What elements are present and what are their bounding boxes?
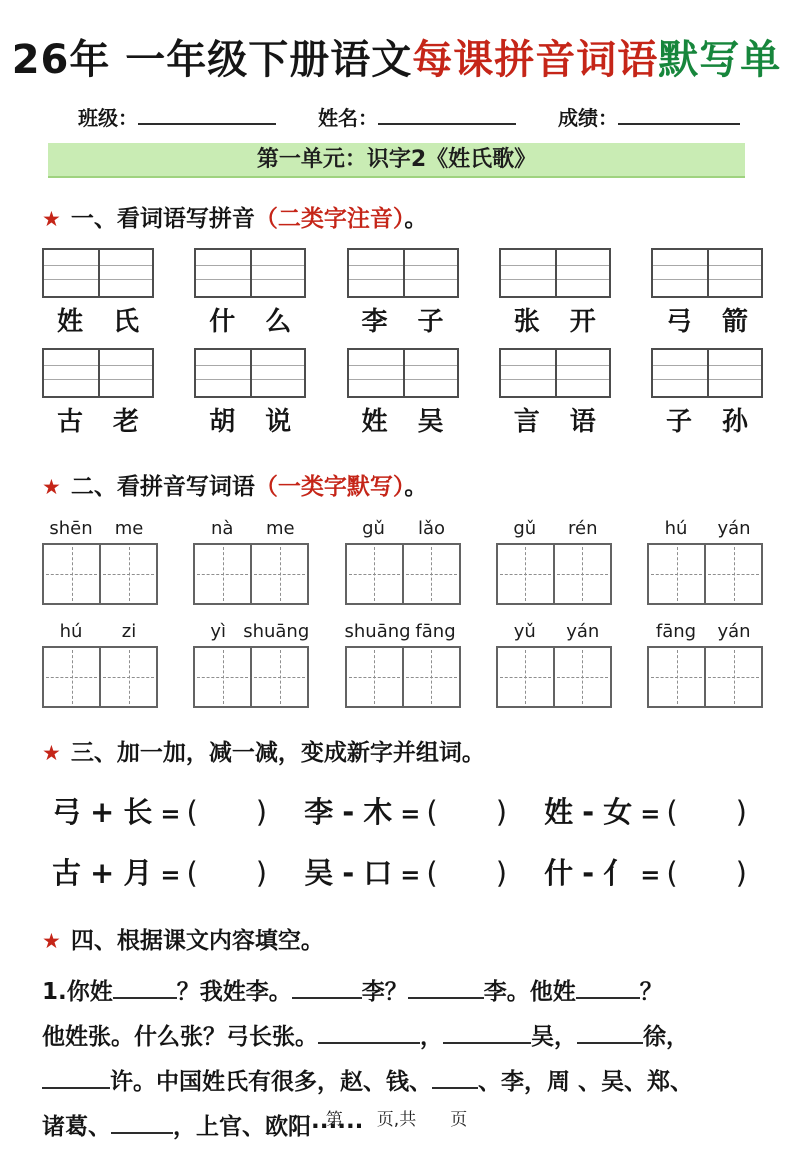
- section2-heading-end: 。: [404, 474, 428, 500]
- hanzi-char: 什: [209, 307, 236, 337]
- pinyin-word-row: [0, 621, 793, 708]
- pinyin-syllable: me: [114, 518, 144, 539]
- text-segment: 1.你姓: [42, 979, 113, 1005]
- hanzi-char: 弓: [665, 307, 692, 337]
- hanzi-char: 姓: [361, 407, 388, 437]
- dashed-line: [46, 574, 97, 575]
- hanzi-char: 吴: [304, 856, 334, 890]
- page-footer: [0, 1105, 793, 1130]
- grid-cell: [704, 545, 761, 603]
- word-characters: [499, 406, 611, 438]
- operator: -: [342, 856, 355, 890]
- equals-sign: =: [160, 861, 181, 889]
- worksheet-page: [0, 34, 793, 1156]
- word-characters: [42, 306, 154, 338]
- pinyin-syllable: nà: [211, 518, 234, 539]
- grid-cell: [553, 545, 610, 603]
- dashed-line: [406, 677, 457, 678]
- pinyin-four-line-grid: [42, 348, 154, 398]
- section2-heading-main: 二、看拼音写词语: [70, 474, 255, 500]
- text-segment: ？我姓李。: [176, 979, 292, 1005]
- hanzi-char: 吴: [417, 407, 444, 437]
- fill-blank: [432, 1065, 478, 1089]
- grid-cell: [347, 648, 402, 706]
- word-grid-row: [0, 248, 793, 338]
- class-field: [78, 102, 276, 131]
- open-paren: (: [186, 856, 198, 890]
- dashed-line: [651, 677, 702, 678]
- pinyin-labels: [496, 621, 612, 643]
- text-segment: 徐，: [643, 1024, 689, 1050]
- equation: [52, 790, 267, 831]
- equation-row: [0, 790, 793, 831]
- section1-heading: [0, 204, 793, 234]
- equation: [544, 790, 747, 831]
- dashed-line: [197, 574, 248, 575]
- fill-blank: [292, 975, 362, 999]
- pinyin-syllable: yán: [717, 621, 751, 642]
- word-characters: [347, 306, 459, 338]
- title-green: 默写单: [658, 37, 782, 83]
- open-paren: (: [666, 856, 678, 890]
- word-characters: [651, 306, 763, 338]
- grid-divider: [403, 350, 405, 396]
- tian-zi-ge-grid: [345, 646, 461, 708]
- equation: [304, 851, 507, 892]
- close-paren: ): [735, 795, 747, 829]
- hanzi-char: 古: [52, 856, 82, 890]
- hanzi-char: 箭: [721, 307, 748, 337]
- pinyin-syllable: yì: [210, 621, 227, 642]
- section3-heading-text: 三、加一加，减一减，变成新字并组词。: [70, 740, 485, 766]
- grid-cell: [250, 648, 307, 706]
- pinyin-syllable: yán: [717, 518, 751, 539]
- pinyin-syllable: zi: [121, 621, 137, 642]
- close-paren: ): [255, 856, 268, 890]
- star-icon: ★: [42, 475, 61, 499]
- pinyin-labels: [496, 518, 612, 540]
- fill-line: [42, 1015, 757, 1060]
- unit-banner-text: 第一单元：识字2《姓氏歌》: [256, 147, 537, 172]
- fill-blank: [42, 1065, 110, 1089]
- dashed-line: [708, 574, 759, 575]
- grid-cell: [649, 648, 704, 706]
- equals-sign: =: [400, 861, 421, 889]
- grid-divider: [707, 350, 709, 396]
- pinyin-labels: [42, 621, 158, 643]
- pinyin-syllable: fāng: [655, 621, 697, 642]
- hanzi-write-item: [647, 621, 763, 708]
- dashed-line: [557, 574, 608, 575]
- star-icon: ★: [42, 207, 61, 231]
- tian-zi-ge-grid: [647, 543, 763, 605]
- grid-cell: [704, 648, 761, 706]
- hanzi-char: 亻: [603, 856, 633, 890]
- open-paren: (: [426, 856, 438, 890]
- section3-equations: [0, 790, 793, 892]
- hanzi-char: 古: [56, 407, 83, 437]
- text-segment: ，: [420, 1024, 443, 1050]
- pinyin-syllable: hú: [59, 621, 83, 642]
- grid-divider: [707, 250, 709, 296]
- tian-zi-ge-grid: [42, 646, 158, 708]
- grid-cell: [44, 648, 99, 706]
- grid-divider: [555, 350, 557, 396]
- dashed-line: [254, 677, 305, 678]
- pinyin-grid-item: [499, 248, 611, 338]
- hanzi-char: 女: [603, 795, 633, 829]
- section2-grid-rows: [0, 518, 793, 708]
- hanzi-char: 说: [265, 407, 292, 437]
- fill-blank: [577, 1020, 643, 1044]
- open-paren: (: [666, 795, 678, 829]
- equals-sign: =: [160, 800, 181, 828]
- fill-line: [42, 970, 757, 1015]
- grid-cell: [649, 545, 704, 603]
- hanzi-char: 什: [544, 856, 574, 890]
- hanzi-char: 张: [513, 307, 540, 337]
- dashed-line: [406, 574, 457, 575]
- grid-cell: [195, 648, 250, 706]
- pinyin-labels: [345, 518, 461, 540]
- grid-cell: [498, 545, 553, 603]
- grid-cell: [250, 545, 307, 603]
- pinyin-syllable: hú: [664, 518, 688, 539]
- hanzi-char: 月: [123, 856, 153, 890]
- hanzi-write-item: [193, 518, 309, 605]
- pinyin-grid-item: [42, 348, 154, 438]
- star-icon: ★: [42, 741, 61, 765]
- equals-sign: =: [640, 861, 661, 889]
- hanzi-char: 弓: [52, 795, 82, 829]
- word-characters: [194, 306, 306, 338]
- dashed-line: [254, 574, 305, 575]
- grid-cell: [99, 648, 156, 706]
- text-segment: ？: [639, 979, 663, 1005]
- text-segment: 许。中国姓氏有很多，赵、钱、: [110, 1069, 432, 1095]
- hanzi-write-item: [42, 621, 158, 708]
- hanzi-char: 李: [304, 795, 334, 829]
- dashed-line: [349, 574, 400, 575]
- pinyin-syllable: fāng: [415, 621, 456, 642]
- hanzi-write-item: [496, 518, 612, 605]
- dashed-line: [103, 677, 154, 678]
- close-paren: ): [495, 856, 508, 890]
- pinyin-grid-item: [194, 348, 306, 438]
- hanzi-char: 老: [112, 407, 139, 437]
- pinyin-grid-item: [651, 348, 763, 438]
- pinyin-syllable: yǔ: [513, 621, 536, 642]
- dashed-line: [103, 574, 154, 575]
- section1-heading-paren: （二类字注音）: [254, 206, 405, 232]
- hanzi-write-item: [647, 518, 763, 605]
- pinyin-labels: [647, 518, 763, 540]
- tian-zi-ge-grid: [193, 646, 309, 708]
- text-segment: 李？: [361, 979, 408, 1005]
- dashed-line: [500, 574, 551, 575]
- word-characters: [651, 406, 763, 438]
- name-field: [318, 102, 516, 131]
- close-paren: ): [495, 795, 508, 829]
- word-characters: [347, 406, 459, 438]
- pinyin-word-row: [0, 518, 793, 605]
- equals-sign: =: [400, 800, 421, 828]
- word-characters: [194, 406, 306, 438]
- hanzi-char: 子: [665, 407, 692, 437]
- grid-divider: [555, 250, 557, 296]
- hanzi-char: 木: [363, 795, 393, 829]
- hanzi-char: 口: [363, 856, 393, 890]
- pinyin-syllable: yán: [566, 621, 600, 642]
- section2-heading: [0, 472, 793, 502]
- pinyin-four-line-grid: [651, 348, 763, 398]
- close-paren: ): [255, 795, 268, 829]
- grid-cell: [402, 648, 459, 706]
- dashed-line: [349, 677, 400, 678]
- fill-blank: [113, 975, 177, 999]
- pinyin-four-line-grid: [42, 248, 154, 298]
- unit-banner: [48, 143, 745, 178]
- score-blank-line: [618, 104, 740, 125]
- fill-line: [42, 1060, 757, 1105]
- hanzi-char: 子: [417, 307, 444, 337]
- operator: -: [582, 795, 595, 829]
- operator: +: [90, 795, 115, 829]
- hanzi-char: 姓: [544, 795, 574, 829]
- pinyin-grid-item: [347, 248, 459, 338]
- info-line: [0, 102, 793, 131]
- section1-heading-end: 。: [404, 206, 428, 232]
- fill-blank: [318, 1020, 420, 1044]
- pinyin-syllable: rén: [568, 518, 598, 539]
- grid-cell: [99, 545, 156, 603]
- equation: [544, 851, 747, 892]
- class-blank-line: [138, 104, 276, 125]
- text-segment: 、李，周 、吴、郑、: [478, 1069, 694, 1095]
- pinyin-grid-item: [42, 248, 154, 338]
- text-segment: ，上官、欧阳······: [173, 1114, 364, 1140]
- pinyin-syllable: shuāng: [243, 621, 310, 642]
- text-segment: 李。他姓: [483, 979, 576, 1005]
- section1-grid-rows: [0, 248, 793, 438]
- text-segment: 诸葛、: [42, 1114, 111, 1140]
- dashed-line: [651, 574, 702, 575]
- pinyin-labels: [345, 621, 461, 643]
- hanzi-char: 么: [265, 307, 292, 337]
- tian-zi-ge-grid: [496, 543, 612, 605]
- hanzi-char: 孙: [721, 407, 748, 437]
- pinyin-labels: [647, 621, 763, 643]
- dashed-line: [557, 677, 608, 678]
- pinyin-syllable: lǎo: [417, 518, 446, 539]
- pinyin-four-line-grid: [347, 348, 459, 398]
- equals-sign: =: [640, 800, 661, 828]
- text-segment: 吴，: [531, 1024, 577, 1050]
- page-title: [0, 34, 793, 86]
- hanzi-write-item: [42, 518, 158, 605]
- tian-zi-ge-grid: [647, 646, 763, 708]
- fill-blank: [408, 975, 484, 999]
- hanzi-write-item: [193, 621, 309, 708]
- word-characters: [499, 306, 611, 338]
- section3-heading: [0, 738, 793, 768]
- grid-divider: [250, 350, 252, 396]
- grid-cell: [347, 545, 402, 603]
- pinyin-syllable: gǔ: [362, 518, 385, 539]
- section2-heading-paren: （一类字默写）: [254, 474, 405, 500]
- operator: -: [582, 856, 595, 890]
- grid-cell: [553, 648, 610, 706]
- fill-blank: [443, 1020, 531, 1044]
- hanzi-char: 胡: [209, 407, 236, 437]
- grid-divider: [403, 250, 405, 296]
- grid-cell: [195, 545, 250, 603]
- pinyin-syllable: gǔ: [513, 518, 537, 539]
- star-icon: ★: [42, 929, 61, 953]
- close-paren: ): [735, 856, 747, 890]
- tian-zi-ge-grid: [42, 543, 158, 605]
- word-grid-row: [0, 348, 793, 438]
- title-black: 26年 一年级下册语文: [11, 37, 413, 83]
- equation-row: [0, 851, 793, 892]
- hanzi-char: 语: [569, 407, 596, 437]
- pinyin-four-line-grid: [499, 248, 611, 298]
- hanzi-char: 长: [123, 795, 153, 829]
- pinyin-grid-item: [499, 348, 611, 438]
- hanzi-write-item: [345, 621, 461, 708]
- equation: [304, 790, 507, 831]
- section4-heading: [0, 926, 793, 956]
- pinyin-four-line-grid: [194, 348, 306, 398]
- tian-zi-ge-grid: [345, 543, 461, 605]
- grid-divider: [98, 250, 100, 296]
- grid-cell: [402, 545, 459, 603]
- hanzi-char: 氏: [112, 307, 139, 337]
- pinyin-four-line-grid: [499, 348, 611, 398]
- pinyin-four-line-grid: [194, 248, 306, 298]
- score-field: [558, 102, 740, 131]
- pinyin-syllable: me: [265, 518, 295, 539]
- pinyin-labels: [193, 518, 309, 540]
- text-segment: 他姓张。什么张？弓长张。: [42, 1024, 318, 1050]
- grid-cell: [44, 545, 99, 603]
- open-paren: (: [426, 795, 438, 829]
- tian-zi-ge-grid: [193, 543, 309, 605]
- name-blank-line: [378, 104, 516, 125]
- pinyin-grid-item: [194, 248, 306, 338]
- grid-cell: [498, 648, 553, 706]
- dashed-line: [46, 677, 97, 678]
- pinyin-labels: [193, 621, 309, 643]
- dashed-line: [708, 677, 759, 678]
- title-red: 每课拼音词语: [412, 37, 659, 83]
- hanzi-write-item: [345, 518, 461, 605]
- hanzi-char: 开: [569, 307, 596, 337]
- hanzi-char: 姓: [56, 307, 83, 337]
- name-label: 姓名：: [318, 106, 378, 130]
- pinyin-four-line-grid: [347, 248, 459, 298]
- pinyin-four-line-grid: [651, 248, 763, 298]
- fill-blank: [576, 975, 640, 999]
- grid-divider: [98, 350, 100, 396]
- tian-zi-ge-grid: [496, 646, 612, 708]
- pinyin-syllable: shēn: [49, 518, 93, 539]
- word-characters: [42, 406, 154, 438]
- pinyin-grid-item: [651, 248, 763, 338]
- dashed-line: [500, 677, 551, 678]
- open-paren: (: [186, 795, 198, 829]
- page-footer-text: 第 页,共 页: [325, 1110, 468, 1130]
- class-label: 班级：: [78, 106, 138, 130]
- equation: [52, 851, 267, 892]
- hanzi-write-item: [496, 621, 612, 708]
- pinyin-syllable: shuāng: [344, 621, 411, 642]
- grid-divider: [250, 250, 252, 296]
- section1-heading-main: 一、看词语写拼音: [70, 206, 255, 232]
- operator: -: [342, 795, 355, 829]
- operator: +: [90, 856, 115, 890]
- hanzi-char: 言: [513, 407, 540, 437]
- dashed-line: [197, 677, 248, 678]
- score-label: 成绩：: [558, 106, 618, 130]
- pinyin-grid-item: [347, 348, 459, 438]
- pinyin-labels: [42, 518, 158, 540]
- hanzi-char: 李: [361, 307, 388, 337]
- section4-heading-text: 四、根据课文内容填空。: [70, 928, 324, 954]
